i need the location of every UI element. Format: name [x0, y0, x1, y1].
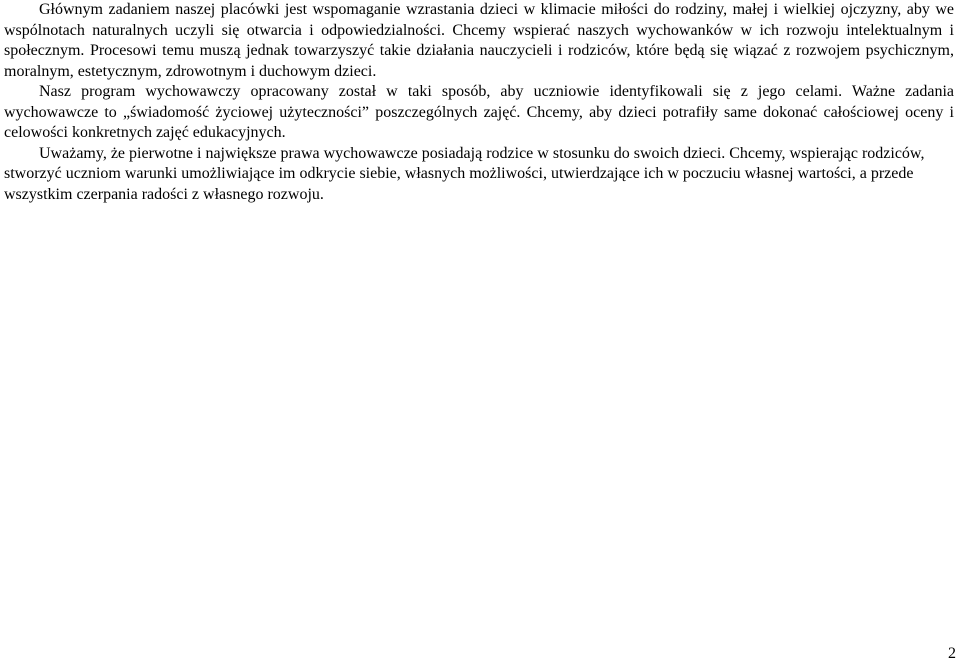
paragraph-program: Nasz program wychowawczy opracowany został w taki sposób, aby uczniowie identyfikowali się z jego celami. Ważne zadania wychowawcze to „świadomość życiowej użyteczności” poszczególnych zajęć. Chcemy, aby dzieci potrafiły same dokonać całościowej oceny i celowości konkretnych zajęć edukacyjnych.	[4, 83, 954, 141]
paragraph-parents: Uważamy, że pierwotne i największe prawa wychowawcze posiadają rodzice w stosunku do swoich dzieci. Chcemy, wspierając rodziców, stworzyć uczniom warunki umożliwiające im odkrycie siebie, własnych możliwości, utwierdzające ich w poczuciu własnej wartości, a przede wszystkim czerpania radości z własnego rozwoju.	[4, 144, 925, 203]
page-number: 2	[948, 645, 956, 662]
document-body	[4, 0, 954, 205]
paragraph-mission: Głównym zadaniem naszej placówki jest wspomaganie wzrastania dzieci w klimacie miłości do rodziny, małej i wielkiej ojczyzny, aby we wspólnotach naturalnych uczyli się otwarcia i odpowiedzialności. Chcemy wspierać naszych wychowanków w ich rozwoju intelektualnym i społecznym. Procesowi temu muszą jednak towarzyszyć takie działania nauczycieli i rodziców, które będą się wiązać z rozwojem psychicznym, moralnym, estetycznym, zdrowotnym i duchowym dzieci.	[4, 1, 954, 80]
